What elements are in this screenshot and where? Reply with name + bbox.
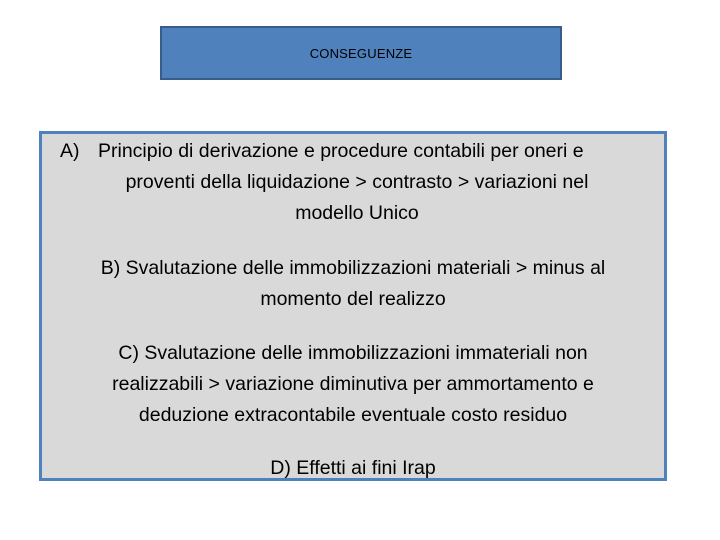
title-box	[160, 26, 562, 80]
item-b-line-2: momento del realizzo	[260, 288, 446, 310]
item-a-marker: A)	[60, 140, 80, 162]
item-c-line-1: C) Svalutazione delle immobilizzazioni immateriali non	[118, 342, 588, 364]
item-d	[42, 453, 664, 484]
item-c-line-2: realizzabili > variazione diminutiva per ammortamento e	[112, 373, 594, 395]
item-a-first-text: Principio di derivazione e procedure contabili per oneri e	[98, 140, 584, 162]
item-a-first-line	[60, 136, 654, 167]
item-b	[42, 253, 664, 315]
item-a-line-3: modello Unico	[295, 202, 419, 224]
item-d-line-1: D) Effetti ai fini Irap	[270, 457, 436, 479]
content-box	[39, 131, 667, 481]
slide-title: CONSEGUENZE	[309, 45, 413, 61]
item-a-line-2: proventi della liquidazione > contrasto > variazioni nel	[125, 171, 589, 193]
item-a	[42, 136, 664, 229]
item-c-line-3: deduzione extracontabile eventuale costo residuo	[138, 404, 568, 426]
item-c	[42, 338, 664, 431]
item-b-line-1: B) Svalutazione delle immobilizzazioni materiali > minus al	[100, 257, 606, 279]
